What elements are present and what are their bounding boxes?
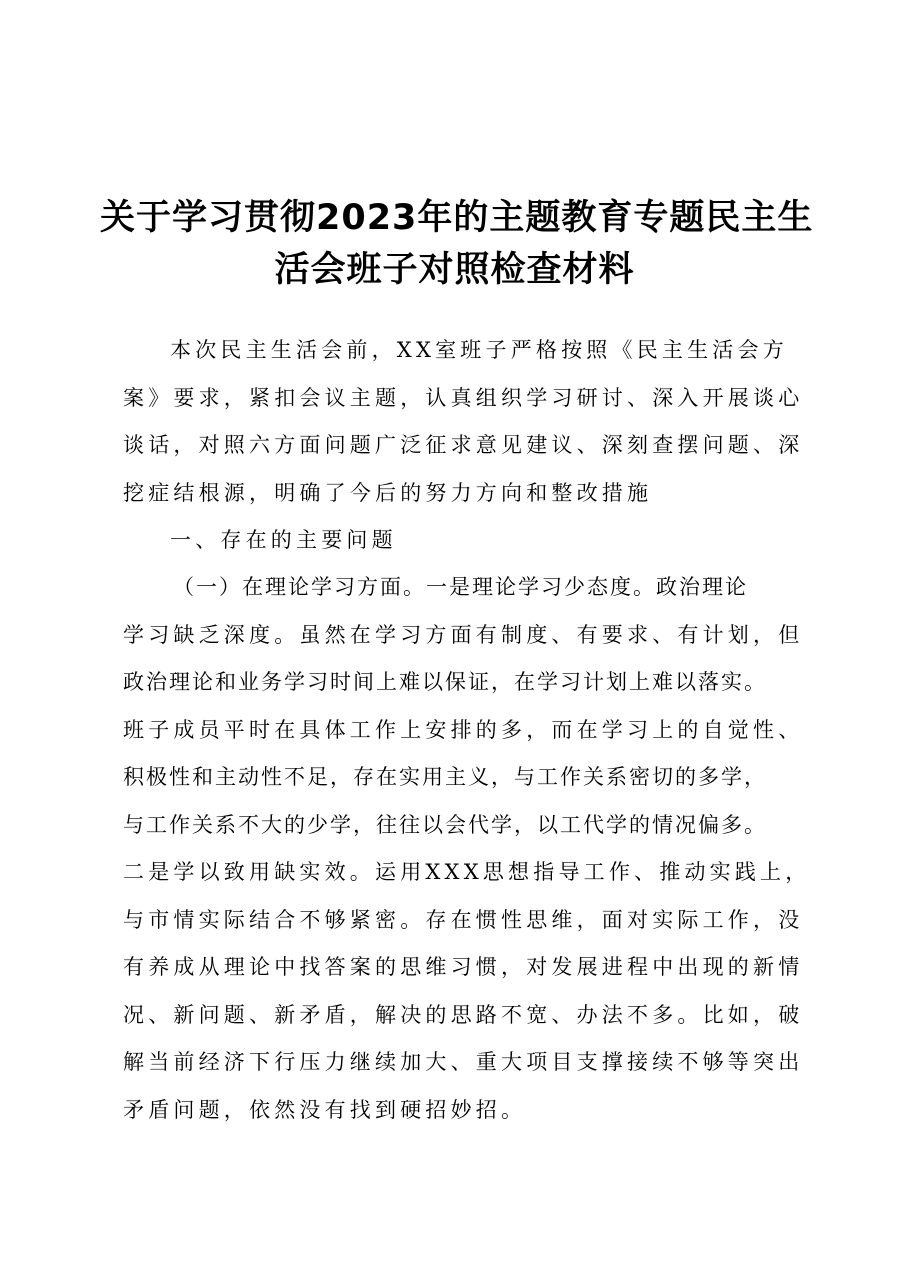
intro-line: 案》要求，紧扣会议主题，认真组织学习研讨、深入开展谈心 [123, 386, 804, 410]
body-line: 与市情实际结合不够紧密。存在惯性思维，面对实际工作，没 [123, 908, 804, 932]
document-title-line-1: 关于学习贯彻2023年的主题教育专题民主生 [100, 198, 814, 238]
body-line: 班子成员平时在具体工作上安排的多，而在学习上的自觉性、 [123, 718, 804, 742]
body-line: 积极性和主动性不足，存在实用主义，与工作关系密切的多学， [123, 765, 767, 789]
body-line: 政治理论和业务学习时间上难以保证，在学习计划上难以落实。 [123, 670, 767, 694]
intro-line: 本次民主生活会前，XX室班子严格按照《民主生活会方 [170, 338, 788, 362]
section-heading: 一、存在的主要问题 [170, 528, 397, 552]
body-line: 与工作关系不大的少学，往往以会代学，以工代学的情况偏多。 [123, 813, 767, 837]
body-line: 解当前经济下行压力继续加大、重大项目支撑接续不够等突出 [123, 1050, 804, 1074]
body-line: 矛盾问题，依然没有找到硬招妙招。 [123, 1098, 527, 1122]
body-line: （一）在理论学习方面。一是理论学习少态度。政治理论 [173, 575, 748, 599]
body-line: 况、新问题、新矛盾，解决的思路不宽、办法不多。比如，破 [123, 1003, 804, 1027]
intro-line: 挖症结根源，明确了今后的努力方向和整改措施 [123, 481, 653, 505]
body-line: 学习缺乏深度。虽然在学习方面有制度、有要求、有计划，但 [123, 623, 804, 647]
body-line: 二是学以致用缺实效。运用XXX思想指导工作、推动实践上， [123, 860, 811, 884]
intro-line: 谈话，对照六方面问题广泛征求意见建议、深刻查摆问题、深 [123, 433, 804, 457]
document-title-line-2: 活会班子对照检查材料 [274, 250, 635, 290]
body-line: 有养成从理论中找答案的思维习惯，对发展进程中出现的新情 [123, 955, 804, 979]
